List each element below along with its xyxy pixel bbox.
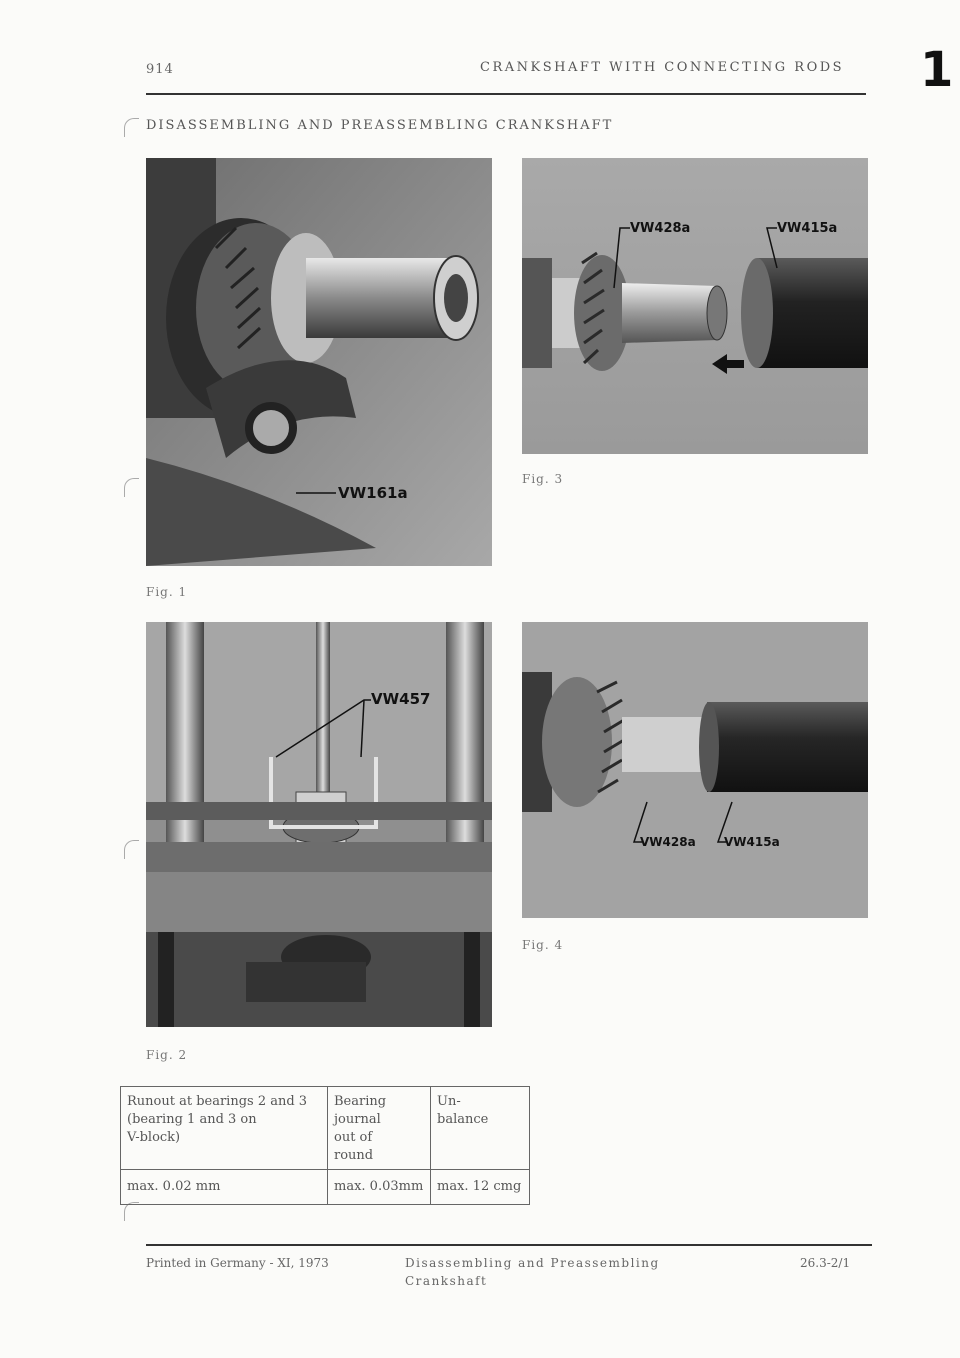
fig2-caption: Fig. 2 [146, 1048, 188, 1062]
value-runout: max. 0.02 mm [121, 1170, 328, 1205]
fig1-caption: Fig. 1 [146, 585, 188, 599]
header-line: journal [334, 1112, 381, 1127]
group-number: 1 [920, 42, 954, 98]
fig3-caption: Fig. 3 [522, 472, 564, 486]
header-line: Runout at bearings 2 and 3 [127, 1094, 308, 1109]
fig1-tool-label: VW161a [338, 484, 408, 502]
header-runout [121, 1087, 328, 1170]
page-header-title: CRANKSHAFT WITH CONNECTING RODS [480, 60, 845, 75]
value-out-of-round: max. 0.03mm [328, 1170, 431, 1205]
header-out-of-round [328, 1087, 431, 1170]
margin-mark [124, 118, 139, 137]
margin-mark [124, 478, 139, 497]
footer-code: 26.3-2/1 [800, 1256, 851, 1270]
fig1-photo [146, 158, 492, 566]
fig4-photo [522, 622, 868, 918]
footer-title-line1: Disassembling and Preassembling [405, 1256, 660, 1270]
table-row [121, 1170, 530, 1205]
page-number: 914 [146, 62, 174, 77]
fig2-photo [146, 622, 492, 1027]
footer-rule [146, 1244, 872, 1246]
fig4-tool-label-1: VW428a [640, 835, 696, 849]
header-line: round [334, 1148, 374, 1163]
fig3-photo [522, 158, 868, 454]
table-header-row [121, 1087, 530, 1170]
value-unbalance: max. 12 cmg [431, 1170, 530, 1205]
fig4-caption: Fig. 4 [522, 938, 564, 952]
header-line: balance [437, 1112, 489, 1127]
footer-printed: Printed in Germany - XI, 1973 [146, 1256, 329, 1270]
fig3-tool-label-1: VW428a [630, 221, 691, 236]
header-line: (bearing 1 and 3 on [127, 1112, 257, 1127]
header-rule [146, 93, 866, 95]
header-line: Un- [437, 1094, 461, 1109]
header-line: Bearing [334, 1094, 387, 1109]
footer-title-line2: Crankshaft [405, 1274, 488, 1288]
fig4-tool-label-2: VW415a [724, 835, 780, 849]
spec-table [120, 1086, 530, 1205]
margin-mark [124, 840, 139, 859]
fig2-tool-label: VW457 [371, 690, 431, 708]
header-unbalance [431, 1087, 530, 1170]
section-title: DISASSEMBLING AND PREASSEMBLING CRANKSHAFT [146, 118, 614, 133]
fig3-tool-label-2: VW415a [777, 221, 838, 236]
header-line: out of [334, 1130, 373, 1145]
header-line: V-block) [127, 1130, 181, 1145]
